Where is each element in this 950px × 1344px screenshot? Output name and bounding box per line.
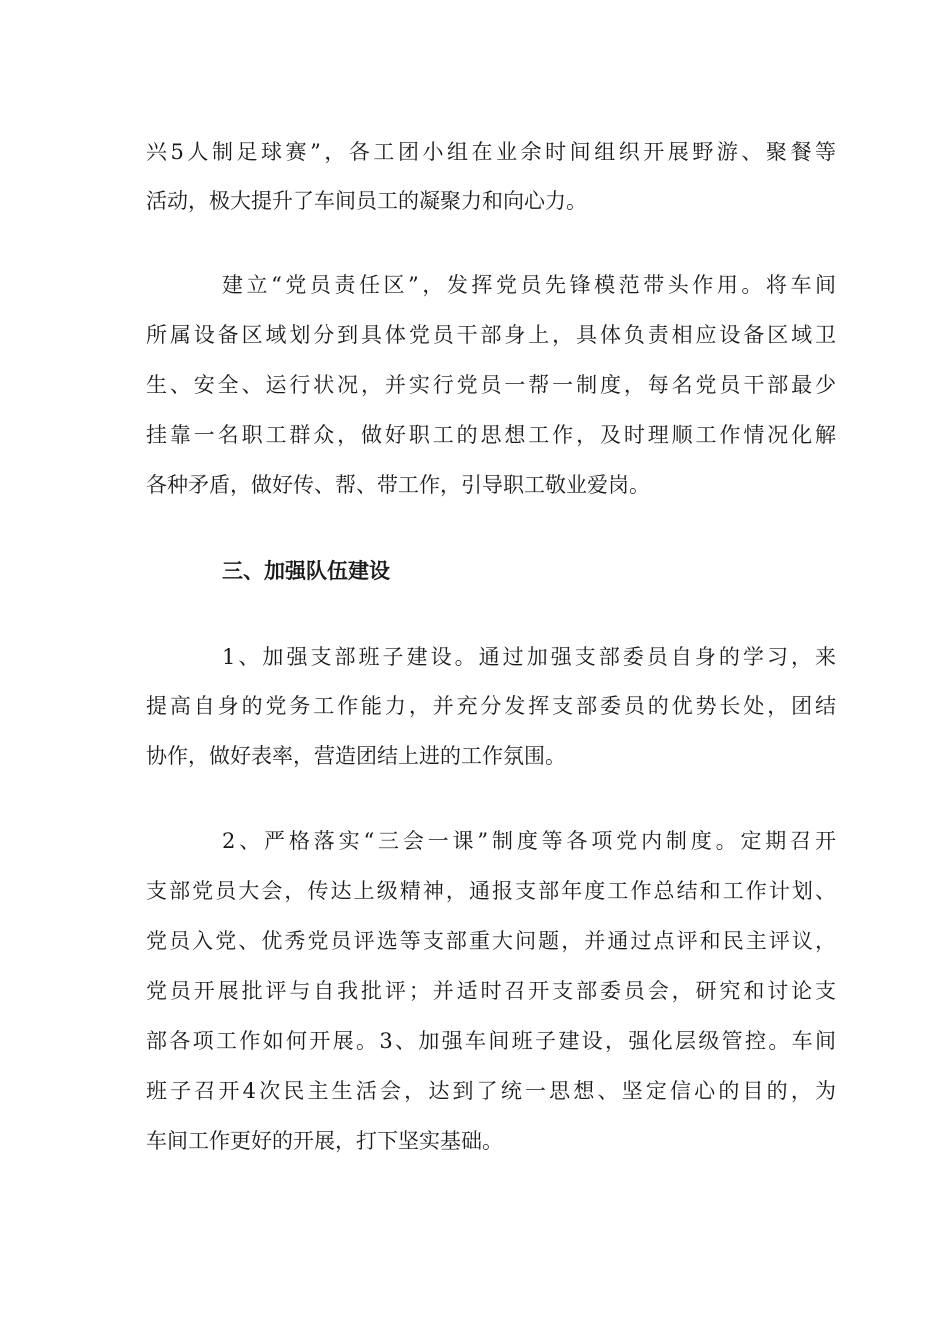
paragraph-4-line-3: 党员入党、优秀党员评选等支部重大问题，并通过点评和民主评议，	[146, 929, 836, 953]
paragraph-4-line-4: 党员开展批评与自我批评；并适时召开支部委员会，研究和讨论支	[146, 979, 836, 1003]
paragraph-2-line-2: 所属设备区域划分到具体党员干部身上，具体负责相应设备区域卫	[146, 323, 836, 347]
paragraph-4-line-7: 车间工作更好的开展，打下坚实基础。	[146, 1129, 503, 1153]
paragraph-2-line-1: 建立“党员责任区”，发挥党员先锋模范带头作用。将车间	[222, 273, 836, 297]
section-heading: 三、加强队伍建设	[222, 558, 390, 583]
paragraph-4-line-6: 班子召开4次民主生活会，达到了统一思想、坚定信心的目的，为	[146, 1079, 836, 1103]
paragraph-2-line-3: 生、安全、运行状况，并实行党员一帮一制度，每名党员干部最少	[146, 373, 836, 397]
paragraph-3-line-1: 1、加强支部班子建设。通过加强支部委员自身的学习，来	[222, 645, 836, 669]
paragraph-4-line-2: 支部党员大会，传达上级精神，通报支部年度工作总结和工作计划、	[146, 879, 836, 903]
paragraph-2-line-5: 各种矛盾，做好传、帮、带工作，引导职工敬业爱岗。	[146, 473, 650, 497]
paragraph-3-line-2: 提高自身的党务工作能力，并充分发挥支部委员的优势长处，团结	[146, 694, 836, 718]
paragraph-4-line-1: 2、严格落实“三会一课”制度等各项党内制度。定期召开	[222, 829, 836, 853]
paragraph-1-line-2: 活动，极大提升了车间员工的凝聚力和向心力。	[146, 189, 587, 213]
paragraph-1-line-1: 兴5人制足球赛”，各工团小组在业余时间组织开展野游、聚餐等	[146, 140, 836, 164]
paragraph-3-line-3: 协作，做好表率，营造团结上进的工作氛围。	[146, 744, 566, 768]
paragraph-2-line-4: 挂靠一名职工群众，做好职工的思想工作，及时理顺工作情况化解	[146, 423, 836, 447]
paragraph-4-line-5: 部各项工作如何开展。3、加强车间班子建设，强化层级管控。车间	[146, 1029, 836, 1053]
